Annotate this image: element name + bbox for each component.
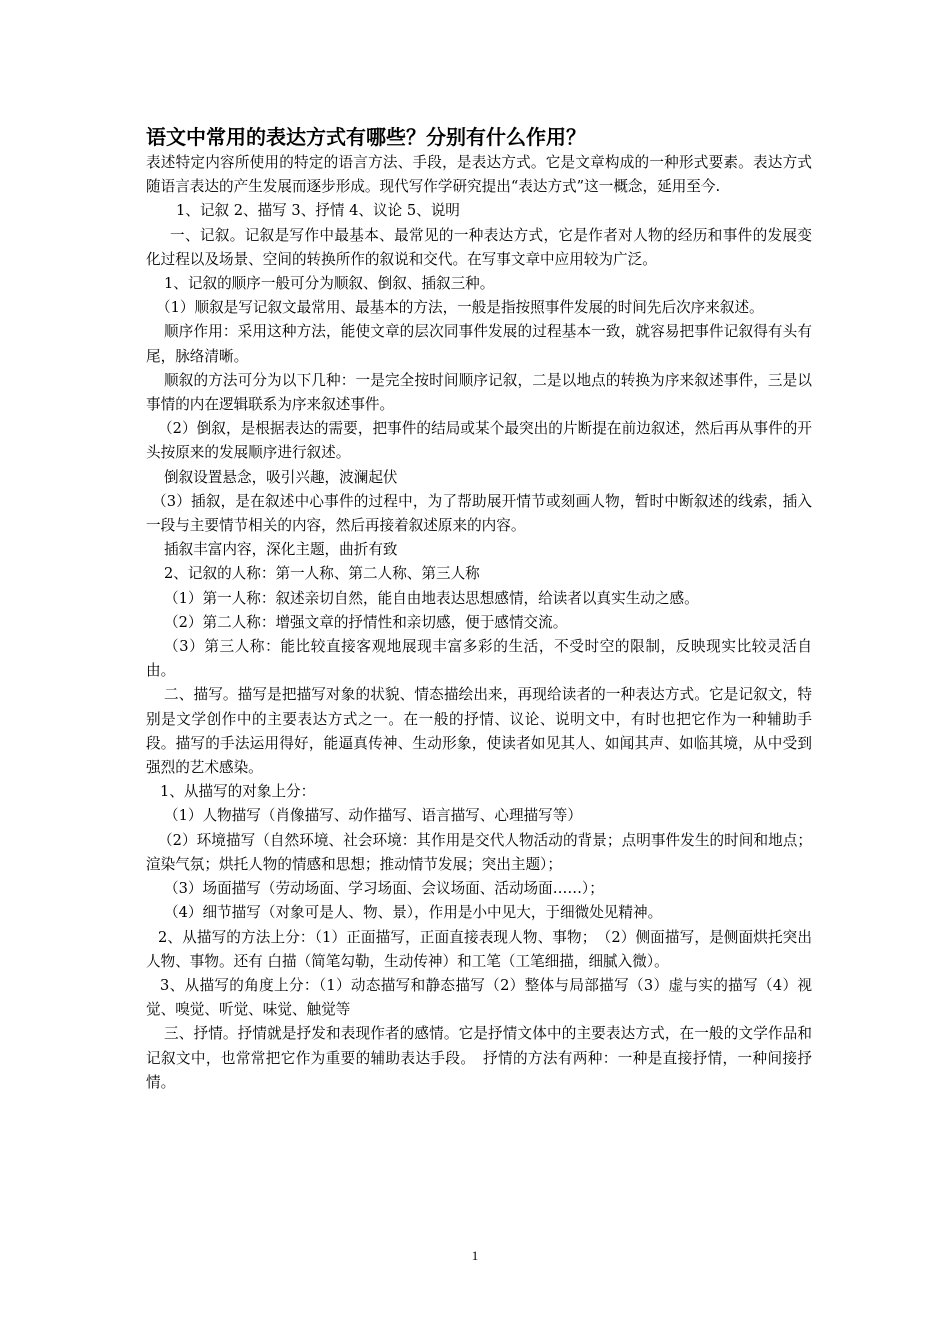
paragraph-description: 二、描写。描写是把描写对象的状貌、情态描绘出来，再现给读者的一种表达方式。它是记叙文，特别是文学创作中的主要表达方式之一。在一般的抒情、议论、说明文中，有时也把它作为一种辅助手段。描写的手法运用得好，能逼真传神、生动形象，使读者如见其人、如闻其声、如临其境，从中受到强烈的艺术感染。 [146,686,812,777]
paragraph-description-angles: 3、从描写的角度上分：（1）动态描写和静态描写（2）整体与局部描写（3）虚与实的描写（4）视觉、嗅觉、听觉、味觉、触觉等 [146,976,812,1019]
paragraph-detail-description: （4）细节描写（对象可是人、物、景），作用是小中见大，于细微处见精神。 [164,904,663,922]
paragraph-chronological-methods: 顺叙的方法可分为以下几种：一是完全按时间顺序记叙，二是以地点的转换为序来叙述事件，三是以事情的内在逻辑联系为序来叙述事件。 [146,371,812,414]
paragraph-flashback: （2）倒叙，是根据表达的需要，把事件的结局或某个最突出的片断提在前边叙述，然后再从事件的开头按原来的发展顺序进行叙述。 [146,420,812,462]
document-body [146,151,812,1095]
paragraph-description-methods: 2、从描写的方法上分：（1）正面描写，正面直接表现人物、事物； （2）侧面描写，是侧面烘托突出人物、事物。还有 白描（简笔勾勒，生动传神）和工笔（工笔细描，细腻入微）。 [146,928,812,970]
paragraph-chronological: （1）顺叙是写记叙文最常用、最基本的方法，一般是指按照事件发展的时间先后次序来叙述。 [156,299,764,317]
paragraph-list-of-modes: 1、记叙 2、描写 3、抒情 4、议论 5、说明 [176,202,460,220]
paragraph-interpolation-effect: 插叙丰富内容，深化主题，曲折有致 [164,541,398,559]
paragraph-interpolation: （3）插叙，是在叙述中心事件的过程中，为了帮助展开情节或刻画人物，暂时中断叙述的线索，插入一段与主要情节相关的内容，然后再接着叙述原来的内容。 [146,492,812,535]
paragraph-intro: 表述特定内容所使用的特定的语言方法、手段，是表达方式。它是文章构成的一种形式要素。表达方式随语言表达的产生发展而逐步形成。现代写作学研究提出“表达方式”这一概念，延用至今. [146,154,812,196]
paragraph-description-objects: 1、从描写的对象上分： [160,783,316,801]
paragraph-environment-description: （2）环境描写（自然环境、社会环境：其作用是交代人物活动的背景；点明事件发生的时间和地点；渲染气氛；烘托人物的情感和思想；推动情节发展；突出主题）； [146,831,812,873]
paragraph-second-person: （2）第二人称：增强文章的抒情性和亲切感，便于感情交流。 [164,613,568,631]
paragraph-first-person: （1）第一人称：叙述亲切自然，能自由地表达思想感情，给读者以真实生动之感。 [164,589,699,607]
paragraph-person: 2、记叙的人称：第一人称、第二人称、第三人称 [164,565,480,583]
paragraph-chronological-effect: 顺序作用：采用这种方法，能使文章的层次同事件发展的过程基本一致，就容易把事件记叙得有头有尾，脉络清晰。 [146,323,812,365]
paragraph-narration-order: 1、记叙的顺序一般可分为顺叙、倒叙、插叙三种。 [164,275,495,293]
paragraph-flashback-effect: 倒叙设置悬念，吸引兴趣，波澜起伏 [164,468,398,486]
paragraph-narration: 一、记叙。记叙是写作中最基本、最常见的一种表达方式，它是作者对人物的经历和事件的发展变化过程以及场景、空间的转换所作的叙说和交代。在写事文章中应用较为广泛。 [146,226,812,268]
paragraph-scene-description: （3）场面描写（劳动场面、学习场面、会议场面、活动场面……）； [164,880,604,898]
paragraph-lyricism: 三、抒情。抒情就是抒发和表现作者的感情。它是抒情文体中的主要表达方式，在一般的文学作品和记叙文中，也常常把它作为重要的辅助表达手段。 抒情的方法有两种：一种是直接抒情，一种间接抒情。 [146,1025,812,1091]
document-title: 语文中常用的表达方式有哪些？分别有什么作用？ [146,125,586,149]
paragraph-character-description: （1）人物描写（肖像描写、动作描写、语言描写、心理描写等） [164,807,582,825]
page-number: 1 [471,1248,479,1263]
paragraph-third-person: （3）第三人称：能比较直接客观地展现丰富多彩的生活，不受时空的限制，反映现实比较灵活自由。 [146,638,812,680]
